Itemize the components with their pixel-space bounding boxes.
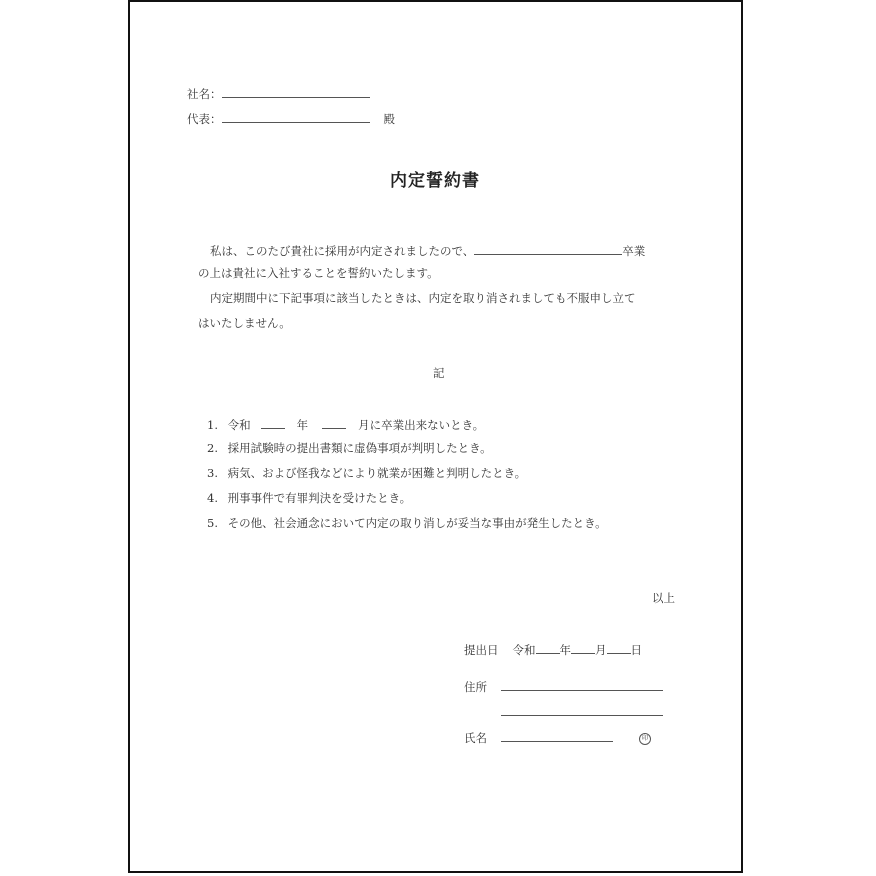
ki-heading: 記 — [433, 366, 445, 380]
list-item-text: 病気、および怪我などにより就業が困難と判明したとき。 — [227, 466, 527, 480]
month-blank[interactable] — [322, 416, 346, 429]
submission-date-label: 提出日 — [464, 643, 499, 657]
paragraph-1-text-a: 私は、このたび貴社に採用が内定されましたので、 — [210, 244, 475, 258]
year-label: 年 — [559, 643, 571, 657]
date-month-blank[interactable] — [571, 641, 595, 654]
company-line — [187, 85, 370, 101]
name-blank[interactable] — [501, 729, 613, 742]
date-day-blank[interactable] — [607, 641, 631, 654]
name-label: 氏名 — [464, 731, 487, 745]
closing-text: 以上 — [652, 591, 675, 605]
list-item-number: 2. — [207, 441, 218, 455]
list-item-3 — [207, 466, 526, 480]
list-item-text: その他、社会通念において内定の取り消しが妥当な事由が発生したとき。 — [227, 516, 607, 530]
representative-line — [187, 110, 395, 126]
address-blank-1[interactable] — [501, 690, 663, 691]
list-item-2 — [207, 441, 492, 455]
representative-label: 代表： — [187, 112, 222, 126]
list-item-text: 採用試験時の提出書類に虚偽事項が判明したとき。 — [227, 441, 492, 455]
list-item-text: 令和 — [227, 418, 251, 432]
list-item-number: 3. — [207, 466, 218, 480]
name-line — [464, 729, 651, 745]
list-item-5 — [207, 516, 607, 530]
year-blank[interactable] — [261, 416, 285, 429]
paragraph-1-line-1 — [210, 242, 645, 258]
list-item-text: 月に卒業出来ないとき。 — [358, 418, 485, 432]
list-item-text: 年 — [296, 418, 309, 432]
month-label: 月 — [595, 643, 607, 657]
list-item-1 — [207, 416, 484, 432]
list-item-4 — [207, 491, 411, 505]
honorific: 殿 — [383, 112, 395, 126]
list-item-number: 4. — [207, 491, 218, 505]
paragraph-1-text-b: 卒業 — [622, 244, 646, 258]
date-year-blank[interactable] — [536, 641, 560, 654]
paragraph-2-line-2: はいたしません。 — [198, 316, 291, 330]
company-blank[interactable] — [222, 85, 370, 98]
paragraph-1-line-2: の上は貴社に入社することを誓約いたします。 — [198, 266, 439, 280]
submission-date-line — [464, 641, 642, 657]
representative-blank[interactable] — [222, 110, 370, 123]
paragraph-2-line-1: 内定期間中に下記事項に該当したときは、内定を取り消されましても不服申し立て — [210, 291, 636, 305]
document-title: 内定誓約書 — [390, 171, 480, 191]
graduation-blank[interactable] — [474, 242, 622, 255]
address-line — [464, 680, 487, 694]
list-item-number: 5. — [207, 516, 218, 530]
seal-mark: 印 — [639, 733, 651, 745]
list-item-text: 刑事事件で有罪判決を受けたとき。 — [227, 491, 412, 505]
address-label: 住所 — [464, 680, 487, 694]
day-label: 日 — [630, 643, 642, 657]
company-label: 社名： — [187, 87, 222, 101]
document-page — [128, 0, 743, 873]
era-label: 令和 — [512, 643, 536, 657]
address-blank-2[interactable] — [501, 715, 663, 716]
list-item-number: 1. — [207, 418, 218, 432]
